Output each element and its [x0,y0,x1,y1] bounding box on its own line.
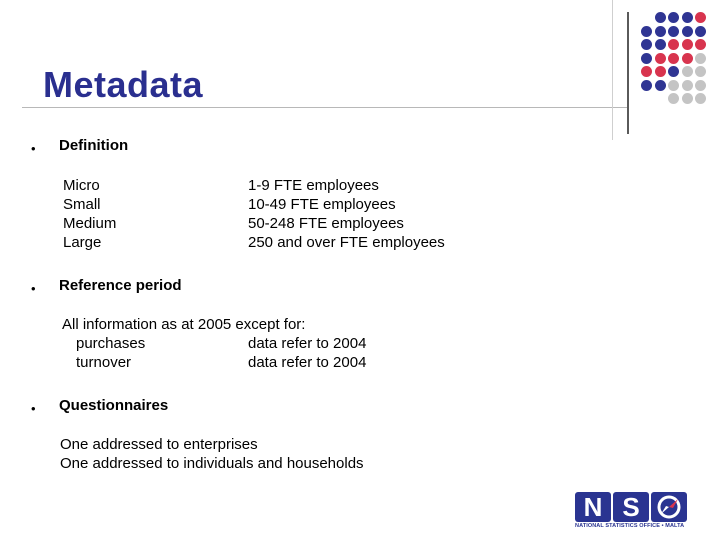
decorative-dot [668,80,679,91]
compass-icon [651,492,687,522]
reference-item-note: data refer to 2004 [248,354,367,371]
reference-item-label: turnover [76,354,132,371]
logo-caption: NATIONAL STATISTICS OFFICE • MALTA [575,523,685,529]
decorative-dot [695,53,706,64]
decorative-dot [655,80,666,91]
section-heading-definition: Definition [59,137,129,154]
definition-range-medium: 50-248 FTE employees [248,215,404,232]
decorative-dot [655,12,666,23]
vertical-divider-dark [627,12,629,134]
bullet-definition: • [31,141,36,156]
title-divider [22,107,628,108]
page-title: Metadata [43,64,204,105]
decorative-dot [682,66,693,77]
bullet-questionnaires: • [31,401,36,416]
decorative-dot [641,39,652,50]
decorative-dot [655,66,666,77]
definition-range-micro: 1-9 FTE employees [248,177,379,194]
decorative-dot [641,26,652,37]
decorative-dot-grid [641,12,707,116]
decorative-dot [695,80,706,91]
decorative-dot [682,53,693,64]
decorative-dot [655,39,666,50]
logo-letter-s: S [613,492,649,522]
definition-size-micro: Micro [63,177,100,194]
decorative-dot [695,26,706,37]
decorative-dot [668,26,679,37]
questionnaire-item: One addressed to enterprises [60,436,258,453]
decorative-dot [695,12,706,23]
reference-item-label: purchases [76,335,146,352]
section-heading-questionnaires: Questionnaires [59,397,169,414]
reference-item-note: data refer to 2004 [248,335,367,352]
questionnaire-item: One addressed to individuals and households [60,455,364,472]
decorative-dot [695,39,706,50]
vertical-divider-light [612,0,613,140]
definition-size-small: Small [63,196,101,213]
decorative-dot [682,39,693,50]
decorative-dot [655,26,666,37]
decorative-dot [695,66,706,77]
decorative-dot [668,53,679,64]
reference-intro: All information as at 2005 except for: [62,316,306,333]
definition-size-medium: Medium [63,215,117,232]
decorative-dot [682,12,693,23]
decorative-dot [668,93,679,104]
decorative-dot [682,26,693,37]
decorative-dot [668,39,679,50]
definition-range-large: 250 and over FTE employees [248,234,445,251]
decorative-dot [641,80,652,91]
decorative-dot [641,53,652,64]
bullet-reference-period: • [31,281,36,296]
nso-logo [575,492,689,530]
decorative-dot [668,66,679,77]
logo-letter-n: N [575,492,611,522]
decorative-dot [641,66,652,77]
decorative-dot [682,80,693,91]
section-heading-reference-period: Reference period [59,277,182,294]
definition-size-large: Large [63,234,102,251]
decorative-dot [695,93,706,104]
decorative-dot [655,53,666,64]
decorative-dot [668,12,679,23]
definition-range-small: 10-49 FTE employees [248,196,396,213]
decorative-dot [682,93,693,104]
